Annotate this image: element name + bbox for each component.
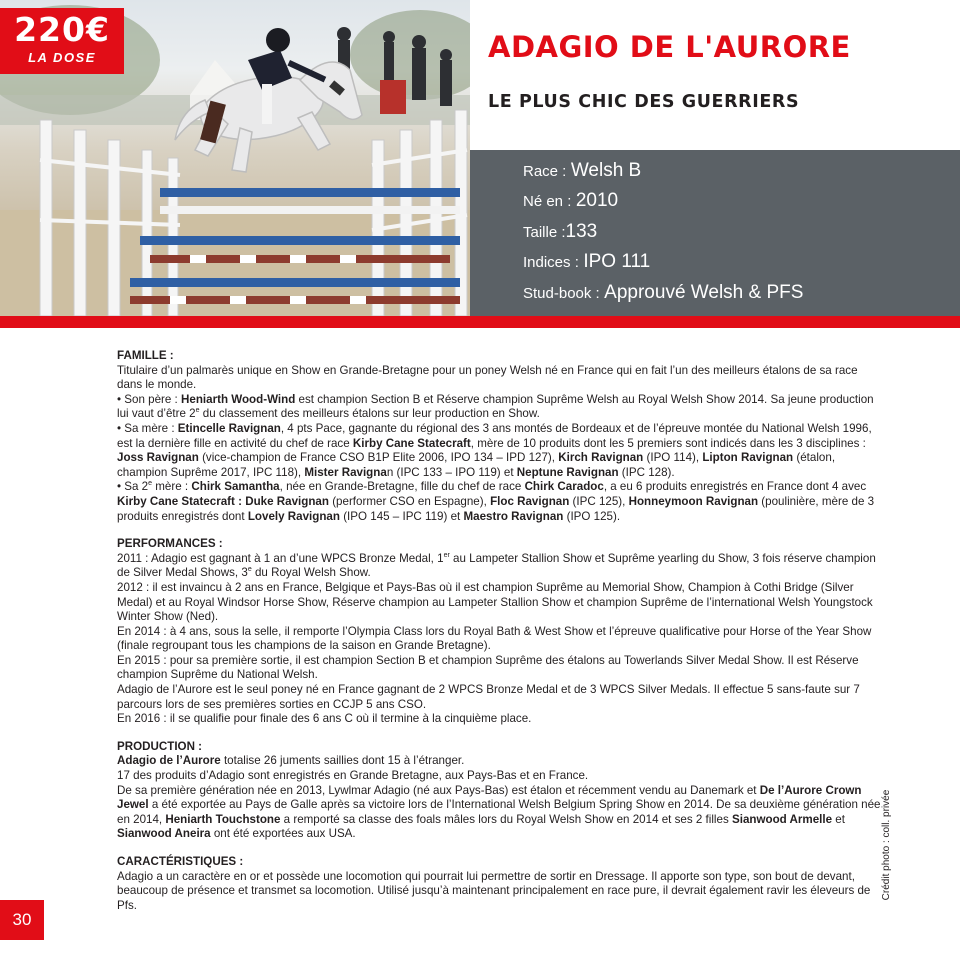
perf-2014: En 2014 : à 4 ans, sous la selle, il remporte l’Olympia Class lors du Royal Bath & West Show et l’épreuve qualificative pour Horse of the Year Show (finale regroupant tous les champions de la saison en Grande Bretagne). (117, 624, 872, 653)
studbook-value: Approuvé Welsh & PFS (604, 282, 804, 303)
info-born (523, 190, 618, 212)
info-studbook (523, 282, 803, 304)
performances-title: PERFORMANCES : (117, 537, 223, 551)
caracteristiques-text: Adagio a un caractère en or et possède une locomotion qui pourrait lui permettre de sortir en Dressage. Il apporte son type, son bout de devant, beaucoup de présence et transmet sa locomotion. Utilisé jusqu’à maintenant principalement en race pure, il devrait également ravir les éleveurs de Pfs. (117, 869, 871, 912)
born-value: 2010 (575, 190, 619, 211)
production-line-2: 17 des produits d’Adagio sont enregistrés en Grande Bretagne, aux Pays-Bas et en France. (117, 769, 589, 783)
caracteristiques-title: CARACTÉRISTIQUES : (117, 855, 244, 868)
race-value: Welsh B (570, 160, 642, 181)
horse-subtitle: LE PLUS CHIC DES GUERRIERS (488, 92, 800, 112)
horse-name-title: ADAGIO DE L'AURORE (488, 30, 851, 64)
perf-2012: 2012 : il est invaincu à 2 ans en France, Belgique et Pays-Bas où il est champion Suprême au Memorial Show, Champion à Cothi Bridge (Silver Medal) et au Royal Windsor Horse Show, Réserve champion au Lampeter Stallion Show et champion Suprême de l’international Welsh Youngstock Winter Show (Ned). (117, 580, 873, 624)
article-body (117, 349, 882, 926)
height-label: Taille : (523, 224, 566, 241)
studbook-label: Stud-book : (523, 285, 600, 302)
price-badge (0, 8, 124, 74)
info-race (523, 160, 641, 182)
production-title: PRODUCTION : (117, 739, 203, 753)
born-label: Né en : (523, 193, 572, 210)
perf-2011: 2011 : Adagio est gagnant à 1 an d’une WPCS Bronze Medal, 1er au Lampeter Stallion Show et Suprême yearling du Show, 3 fois réserve champion de Silver Medal Shows, 3e du Royal Welsh Show. (117, 551, 876, 580)
perf-general: Adagio de l’Aurore est le seul poney né en France gagnant de 2 WPCS Bronze Medal et de 3 WPCS Silver Medals. Il effectue 5 sans-faute sur 7 parcours lors de ses premières sorties en CCJP 5 ans CSO. (117, 683, 860, 711)
perf-2015: En 2015 : pour sa première sortie, il est champion Section B et champion Suprême des étalons au Towerlands Silver Medal Show. Il est Réserve champion Suprême du National Welsh. (117, 653, 859, 682)
height-value: 133 (565, 221, 598, 242)
photo-credit: Crédit photo : coll. privée (881, 789, 892, 901)
page-number: 30 (0, 900, 44, 940)
performances-section (117, 537, 882, 727)
indices-label: Indices : (523, 254, 579, 271)
famille-title: FAMILLE : (117, 349, 174, 362)
info-height (523, 221, 597, 243)
caracteristiques-section (117, 855, 882, 913)
famille-grand-mere: • Sa 2e mère : Chirk Samantha, née en Grande-Bretagne, fille du chef de race Chirk Caradoc, a eu 6 produits enregistrés en France dont 4 avec Kirby Cane Statecraft : Duke Ravignan (performer CSO en Espagne), Floc Ravignan (IPC 125), Honneymoon Ravignan (poulinière, mère de 3 produits enregistrés dont Lovely Ravignan (IPO 145 – IPC 119) et Maestro Ravignan (IPO 125). (117, 480, 875, 523)
production-section (117, 740, 882, 842)
famille-section (117, 349, 882, 524)
price-unit: LA DOSE (28, 50, 96, 65)
famille-intro: Titulaire d’un palmarès unique en Show en Grande-Bretagne pour un poney Welsh né en France qui en fait l’un des meilleurs étalons de sa race dans le monde. (117, 363, 858, 392)
race-label: Race : (523, 163, 567, 180)
perf-2016: En 2016 : il se qualifie pour finale des 6 ans C où il termine à la cinquième place. (117, 712, 532, 726)
famille-mere: • Sa mère : Etincelle Ravignan, 4 pts Pace, gagnante du régional des 3 ans montés de Bordeaux et de l’épreuve montée du National Welsh 1996, est la dernière fille en activité du chef de race Kirby Cane Statecraft, mère de 10 produits dont les 5 premiers sont indicés dans les 3 disciplines : Joss Ravignan (vice-champion de France CSO B1P Elite 2006, IPO 134 – IPD 127), Kirch Ravignan (IPO 114), Lipton Ravignan (étalon, champion Suprême 2017, IPC 118), Mister Ravignan (IPC 133 – IPO 119) et Neptune Ravignan (IPC 128). (117, 421, 872, 479)
production-line-1: Adagio de l’Aurore totalise 26 juments saillies dont 15 à l’étranger. (117, 754, 465, 768)
production-line-3: De sa première génération née en 2013, Lywlmar Adagio (né aux Pays-Bas) est étalon et récemment vendu au Danemark et De l’Aurore Crown Jewel a été exportée au Pays de Galle après sa victoire lors de l’International Welsh Belgium Spring Show en 2014. De sa deuxième génération née en 2014, Heniarth Touchstone a remporté sa classe des foals mâles lors du Royal Welsh Show en 2014 et ses 2 filles Sianwood Armelle et Sianwood Aneira ont été exportées aux USA. (117, 783, 881, 841)
info-panel (470, 150, 960, 316)
price-amount: 220€ (14, 10, 110, 49)
indices-value: IPO 111 (583, 251, 651, 272)
famille-pere: • Son père : Heniarth Wood-Wind est champion Section B et Réserve champion Suprême Welsh au Royal Welsh Show 2014. Sa jeune production lui vaut d’être 2e du classement des meilleurs étalons sur leur production en Show. (117, 392, 874, 421)
red-divider (0, 316, 960, 328)
horse-photo (0, 0, 470, 316)
info-indices (523, 251, 650, 273)
